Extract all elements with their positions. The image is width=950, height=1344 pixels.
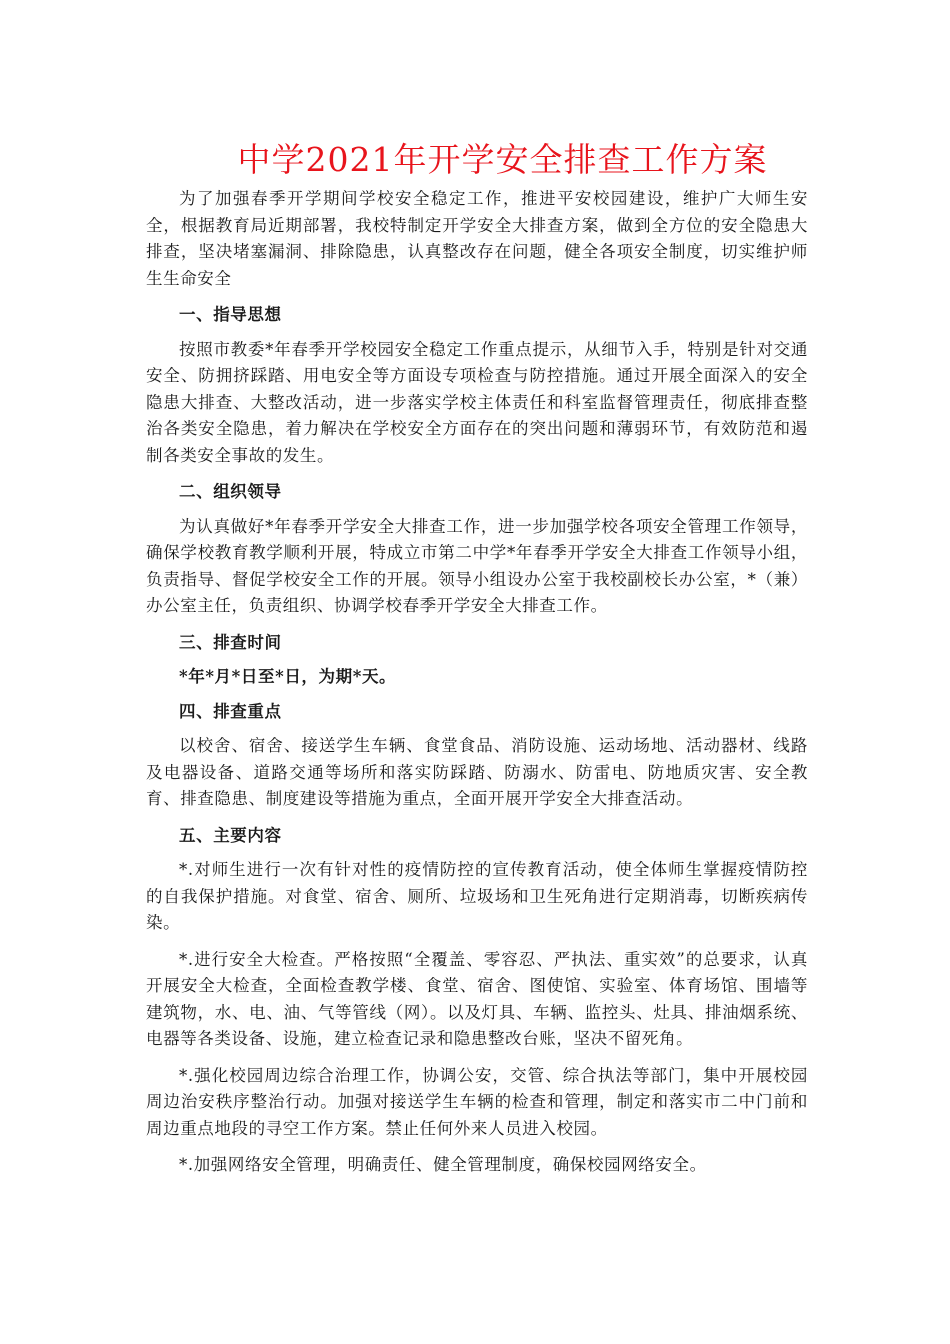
section-paragraph-inspection-focus: 以校舍、宿舍、接送学生车辆、食堂食品、消防设施、运动场地、活动器材、线路及电器设备、道路交通等场所和落实防踩踏、防溺水、防雷电、防地质灾害、安全教育、排查隐患、制度建设等措施为重点，全面开展开学安全大排查活动。	[146, 736, 808, 808]
section-paragraph-organization: 为认真做好*年春季开学安全大排查工作，进一步加强学校各项安全管理工作领导，确保学校教育教学顺利开展，特成立市第二中学*年春季开学安全大排查工作领导小组，负责指导、督促学校安全工作的开展。领导小组设办公室于我校副校长办公室，*（兼）办公室主任，负责组织、协调学校春季开学安全大排查工作。	[146, 516, 808, 615]
section-paragraph-inspection-time: *年*月*日至*日，为期*天。	[179, 667, 397, 686]
list-item: *.强化校园周边综合治理工作，协调公安，交管、综合执法等部门，集中开展校园周边治安秩序整治行动。加强对接送学生车辆的检查和管理，制定和落实市二中门前和周边重点地段的寻空工作方案。禁止任何外来人员进入校园。	[146, 1065, 808, 1138]
list-item: *.加强网络安全管理，明确责任、健全管理制度，确保校园网络安全。	[179, 1155, 707, 1174]
list-item: *.进行安全大检查。严格按照“全覆盖、零容忍、严执法、重实效”的总要求，认真开展安全大检查，全面检查教学楼、食堂、宿舍、图使馆、实验室、体育场馆、围墙等建筑物，水、电、油、气等管线（网）。以及灯具、车辆、监控头、灶具、排油烟系统、电器等各类设备、设施，建立检查记录和隐患整改台账，坚决不留死角。	[146, 949, 808, 1048]
section-heading-organization: 二、组织领导	[179, 482, 282, 501]
section-heading-inspection-time: 三、排查时间	[179, 632, 282, 652]
list-item: *.对师生进行一次有针对性的疫情防控的宣传教育活动，使全体师生掌握疫情防控的自我保护措施。对食堂、宿舍、厕所、垃圾场和卫生死角进行定期消毒，切断疾病传染。	[146, 860, 808, 932]
intro-paragraph: 为了加强春季开学期间学校安全稳定工作，推进平安校园建设，维护广大师生安全，根据教育局近期部署，我校特制定开学安全大排查方案，做到全方位的安全隐患大排查，坚决堵塞漏洞、排除隐患，认真整改存在问题，健全各项安全制度，切实维护师生生命安全	[146, 189, 808, 288]
document-body	[146, 186, 808, 1189]
section-heading-inspection-focus: 四、排查重点	[179, 701, 282, 721]
section-heading-main-content: 五、主要内容	[179, 825, 282, 845]
document-title: 中学2021年开学安全排查工作方案	[237, 140, 768, 179]
section-paragraph-guiding-ideology: 按照市教委*年春季开学校园安全稳定工作重点提示，从细节入手，特别是针对交通安全、防拥挤踩踏、用电安全等方面设专项检查与防控措施。通过开展全面深入的安全隐患大排查、大整改活动，进一步落实学校主体责任和科室监督管理责任，彻底排查整治各类安全隐患，着力解决在学校安全方面存在的突出问题和薄弱环节，有效防范和遏制各类安全事故的发生。	[146, 339, 808, 465]
section-heading-guiding-ideology: 一、指导思想	[179, 305, 282, 324]
